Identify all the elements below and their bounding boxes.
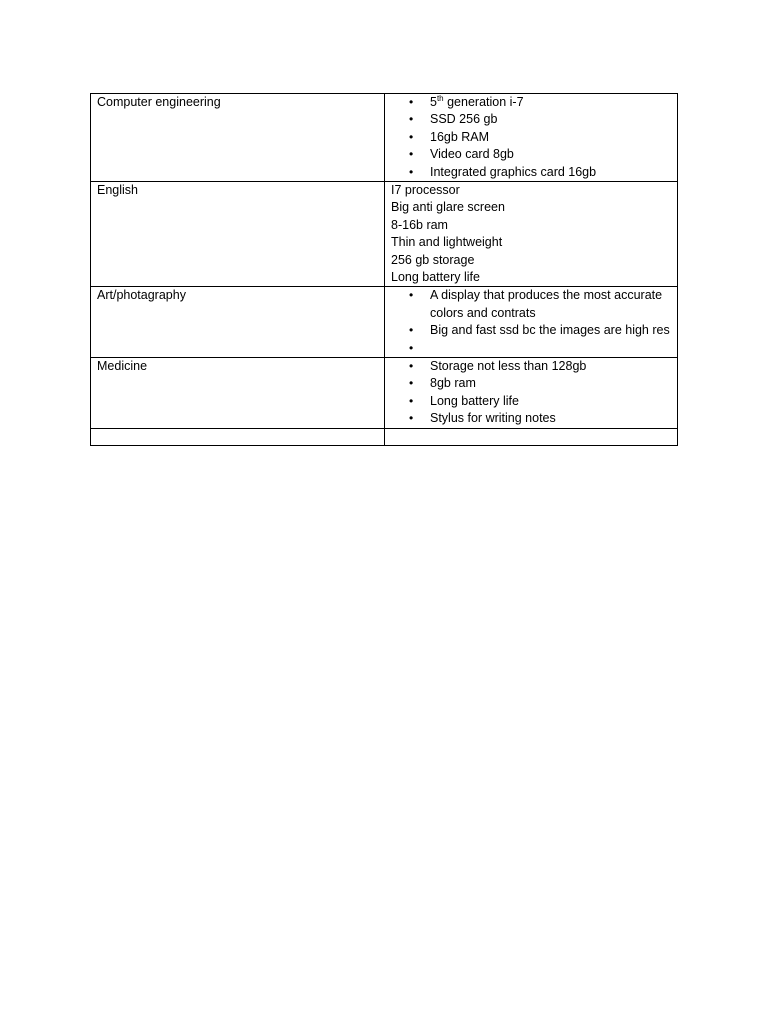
field-name-cell	[91, 358, 385, 429]
table-row	[91, 428, 678, 445]
field-name-cell	[91, 428, 385, 445]
field-name: English	[97, 183, 138, 198]
list-item: • Storage not less than 128gb	[391, 358, 671, 375]
list-item: • 16gb RAM	[391, 129, 671, 146]
list-item: • 8gb ram	[391, 375, 671, 392]
list-item: 8-16b ram	[391, 217, 448, 232]
requirements-cell	[385, 94, 678, 182]
list-item: • Stylus for writing notes	[391, 410, 671, 427]
requirements-list	[391, 94, 671, 181]
requirements-cell	[385, 428, 678, 445]
table-row	[91, 358, 678, 429]
list-item: • Integrated graphics card 16gb	[391, 164, 671, 181]
field-name-cell	[91, 287, 385, 358]
list-item: Thin and lightweight	[391, 235, 503, 250]
list-item: Big anti glare screen	[391, 200, 505, 215]
list-item	[391, 340, 671, 357]
requirements-list	[391, 287, 671, 357]
list-item: • Big and fast ssd bc the images are high res	[391, 322, 671, 339]
list-item: I7 processor	[391, 183, 460, 198]
list-item: • A display that produces the most accurate colors and contrats	[391, 287, 671, 322]
list-item: Long battery life	[391, 270, 480, 285]
field-name: Art/photagraphy	[97, 288, 186, 303]
table-row	[91, 287, 678, 358]
table-row	[91, 182, 678, 287]
field-name-cell	[91, 182, 385, 287]
requirements-cell	[385, 182, 678, 287]
list-item: • 5th generation i-7	[391, 94, 671, 111]
table-row	[91, 94, 678, 182]
list-item: 256 gb storage	[391, 252, 475, 267]
field-name: Medicine	[97, 359, 148, 374]
requirements-list	[391, 358, 671, 428]
requirements-cell	[385, 358, 678, 429]
field-name: Computer engineering	[97, 95, 221, 109]
list-item: • Long battery life	[391, 393, 671, 410]
list-item: • Video card 8gb	[391, 146, 671, 163]
field-name-cell	[91, 94, 385, 182]
list-item: • SSD 256 gb	[391, 111, 671, 128]
field-requirements-table	[90, 93, 678, 446]
requirements-cell	[385, 287, 678, 358]
